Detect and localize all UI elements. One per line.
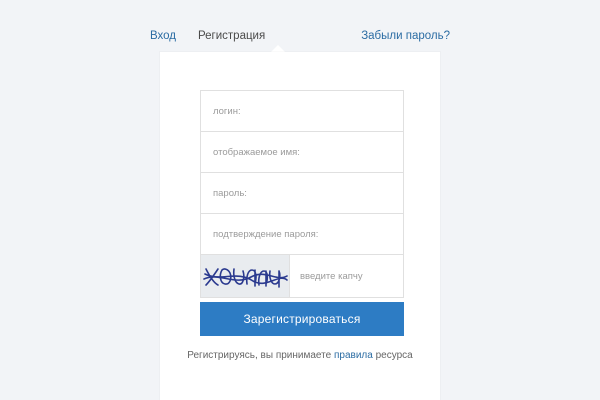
- login-input[interactable]: [201, 91, 403, 131]
- nav-link-forgot-password[interactable]: Забыли пароль?: [361, 30, 451, 42]
- nav-link-login[interactable]: Вход: [149, 30, 176, 42]
- field-password-confirm[interactable]: [201, 214, 403, 255]
- password-input[interactable]: [201, 173, 403, 213]
- terms-note-suffix: ресурса: [372, 350, 413, 361]
- terms-note: [160, 350, 440, 361]
- terms-note-prefix: Регистрируясь, вы принимаете: [187, 350, 334, 361]
- field-captcha: [201, 255, 403, 297]
- captcha-input-wrapper[interactable]: [290, 255, 403, 297]
- register-submit-button[interactable]: Зарегистрироваться: [200, 302, 404, 336]
- nav-links-group: [150, 30, 450, 42]
- top-navigation: [0, 30, 600, 42]
- captcha-input[interactable]: [290, 255, 403, 297]
- registration-form: [200, 90, 404, 298]
- display-name-input[interactable]: [201, 132, 403, 172]
- captcha-image[interactable]: [201, 255, 290, 297]
- field-display-name[interactable]: [201, 132, 403, 173]
- captcha-glyphs-icon: [201, 255, 289, 297]
- field-password[interactable]: [201, 173, 403, 214]
- password-confirm-input[interactable]: [201, 214, 403, 254]
- nav-link-register[interactable]: Регистрация: [197, 30, 266, 42]
- field-login[interactable]: [201, 91, 403, 132]
- rules-link[interactable]: правила: [333, 350, 373, 361]
